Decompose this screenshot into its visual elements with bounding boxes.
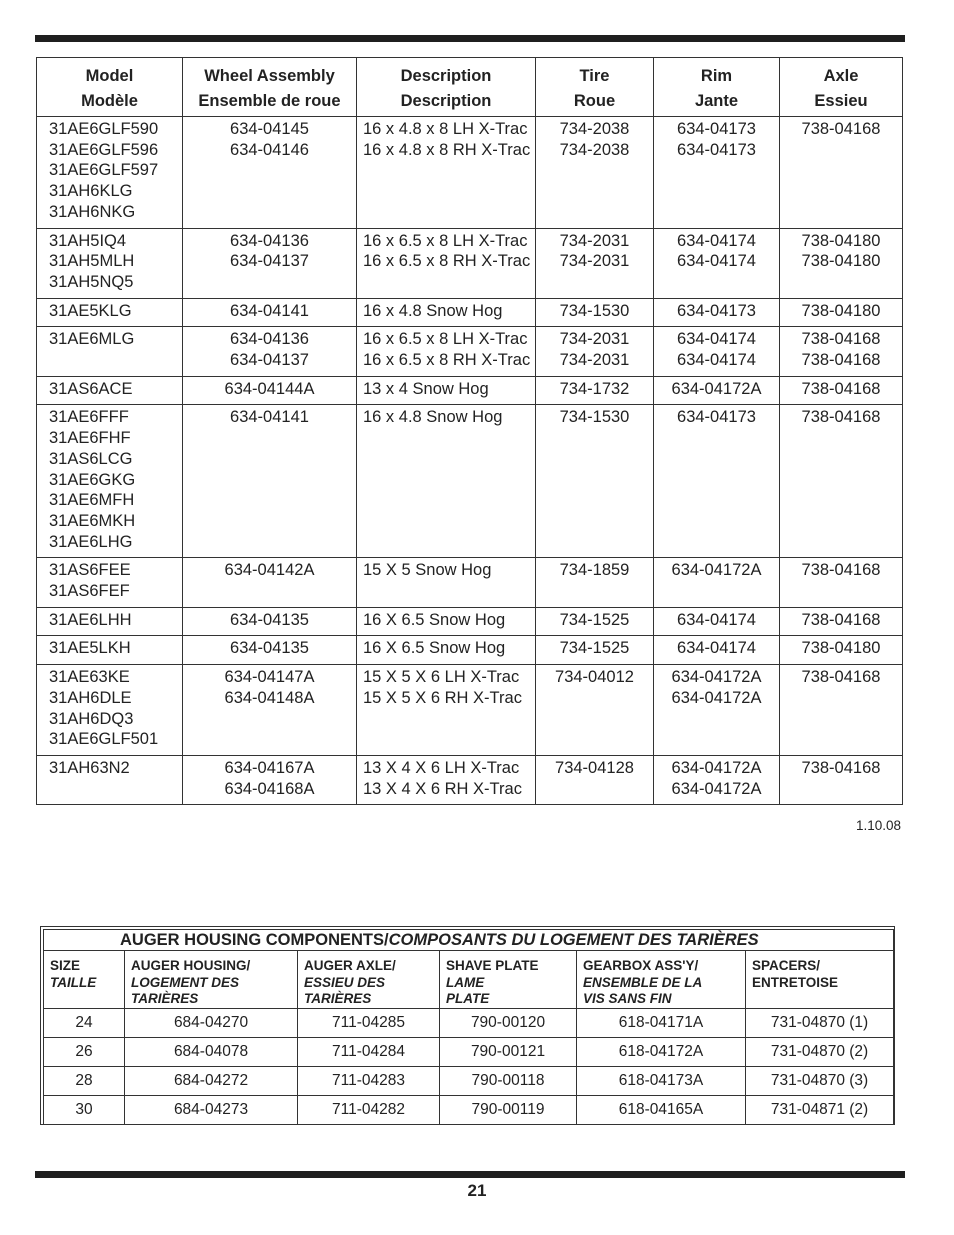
wheel-assembly-cell — [183, 636, 357, 665]
table-row — [37, 665, 903, 756]
tire-cell — [536, 665, 654, 756]
rim-cell-line: 634-04174 — [677, 231, 756, 250]
tire-cell-line: 734-1525 — [559, 610, 630, 629]
spacers-cell: 731-04870 (3) — [746, 1066, 894, 1095]
tire-cell-line: 734-2031 — [559, 351, 630, 370]
gearbox-cell: 618-04171A — [577, 1008, 746, 1037]
axle-cell-line: 738-04168 — [801, 120, 881, 138]
wheel-assembly-cell-line: 634-04147A — [224, 668, 315, 687]
description-cell — [357, 405, 536, 558]
model-cell-line: 31AH6NKG — [49, 202, 136, 221]
wheel-assembly-cell — [183, 298, 357, 327]
header-spacers: SPACERS/ ENTRETOISE — [746, 951, 894, 1009]
model-cell-line: 31AS6LCG — [49, 449, 133, 468]
header-description: Description Description — [357, 58, 536, 117]
table-row — [37, 755, 903, 804]
description-cell — [357, 665, 536, 756]
axle-cell-line: 738-04168 — [801, 379, 881, 398]
wheel-assembly-cell — [183, 665, 357, 756]
wheel-assembly-cell-line: 634-04135 — [230, 610, 309, 629]
auger-axle-cell: 711-04284 — [298, 1037, 440, 1066]
gearbox-cell: 618-04172A — [577, 1037, 746, 1066]
description-cell — [357, 636, 536, 665]
axle-cell — [780, 117, 903, 229]
auger-axle-cell: 711-04283 — [298, 1066, 440, 1095]
table-row — [44, 1095, 894, 1124]
tire-cell-line: 734-1530 — [559, 301, 630, 320]
tire-cell-line: 734-2031 — [559, 231, 630, 250]
wheel-assembly-cell — [183, 558, 357, 607]
description-cell — [357, 376, 536, 405]
rim-cell — [654, 636, 780, 665]
wheel-table-header — [37, 58, 903, 117]
model-cell — [37, 405, 183, 558]
tire-cell-line: 734-2031 — [559, 252, 630, 271]
model-cell — [37, 228, 183, 298]
description-cell-line: 16 x 4.8 Snow Hog — [363, 408, 503, 427]
header-axle: Axle Essieu — [780, 58, 903, 117]
auger-table-title — [44, 930, 894, 951]
shave-plate-cell: 790-00118 — [440, 1066, 577, 1095]
tire-cell — [536, 117, 654, 229]
wheel-assembly-cell-line: 634-04144A — [224, 379, 315, 398]
model-cell-line: 31AE6MKH — [49, 511, 136, 530]
model-cell — [37, 636, 183, 665]
rim-cell-line: 634-04174 — [677, 639, 756, 658]
description-cell-line: 15 X 5 X 6 LH X-Trac — [363, 668, 520, 687]
shave-plate-cell: 790-00121 — [440, 1037, 577, 1066]
table-row — [37, 405, 903, 558]
wheel-assembly-cell-line: 634-04136 — [230, 330, 309, 349]
wheel-assembly-cell-line: 634-04141 — [230, 408, 309, 427]
model-cell — [37, 665, 183, 756]
model-cell-line: 31AE6GLF596 — [49, 140, 159, 159]
model-cell-line: 31AH63N2 — [49, 758, 130, 777]
tire-cell-line: 734-1525 — [559, 639, 630, 658]
description-cell-line: 15 X 5 X 6 RH X-Trac — [363, 688, 522, 707]
tire-cell — [536, 376, 654, 405]
wheel-assembly-cell-line: 634-04168A — [224, 779, 315, 798]
wheel-assembly-cell — [183, 117, 357, 229]
model-cell — [37, 558, 183, 607]
model-cell-line: 31AS6FEF — [49, 582, 130, 601]
description-cell — [357, 607, 536, 636]
rim-cell-line: 634-04173 — [677, 120, 756, 138]
axle-cell-line: 738-04180 — [801, 639, 881, 658]
wheel-assembly-cell-line: 634-04137 — [230, 252, 309, 271]
size-cell: 26 — [44, 1037, 125, 1066]
table-row — [37, 558, 903, 607]
description-cell-line: 13 x 4 Snow Hog — [363, 379, 489, 398]
model-cell-line: 31AH6DLE — [49, 688, 132, 707]
axle-cell-line: 738-04168 — [801, 561, 881, 580]
shave-plate-cell: 790-00120 — [440, 1008, 577, 1037]
rim-cell — [654, 558, 780, 607]
model-cell — [37, 327, 183, 376]
model-cell-line: 31AE6LHH — [49, 610, 132, 629]
auger-housing-cell: 684-04272 — [125, 1066, 298, 1095]
description-cell-line: 16 x 4.8 Snow Hog — [363, 301, 503, 320]
tire-cell — [536, 405, 654, 558]
wheel-assembly-cell-line: 634-04167A — [224, 758, 315, 777]
spacers-cell: 731-04871 (2) — [746, 1095, 894, 1124]
model-cell-line: 31AE6GLF501 — [49, 730, 159, 749]
wheel-table-body — [37, 117, 903, 805]
tire-cell-line: 734-04128 — [555, 758, 634, 777]
description-cell — [357, 228, 536, 298]
header-tire: Tire Roue — [536, 58, 654, 117]
rim-cell — [654, 298, 780, 327]
model-cell-line: 31AH6KLG — [49, 182, 133, 201]
tire-cell — [536, 636, 654, 665]
description-cell-line: 16 x 6.5 x 8 LH X-Trac — [363, 330, 528, 349]
description-cell-line: 15 X 5 Snow Hog — [363, 561, 492, 580]
axle-cell-line: 738-04168 — [801, 758, 881, 777]
header-rim: Rim Jante — [654, 58, 780, 117]
description-cell-line: 16 X 6.5 Snow Hog — [363, 610, 506, 629]
model-cell — [37, 298, 183, 327]
gearbox-cell: 618-04173A — [577, 1066, 746, 1095]
rim-cell-line: 634-04173 — [677, 408, 756, 427]
wheel-assembly-cell-line: 634-04135 — [230, 639, 309, 658]
page-number: 21 — [467, 1181, 487, 1200]
tire-cell-line: 734-1732 — [559, 379, 630, 398]
auger-housing-table — [43, 929, 894, 1125]
model-cell-line: 31AE6FHF — [49, 429, 131, 448]
rim-cell — [654, 405, 780, 558]
tire-cell — [536, 298, 654, 327]
wheel-assembly-cell-line: 634-04142A — [224, 561, 315, 580]
rim-cell-line: 634-04172A — [671, 668, 762, 687]
wheel-assembly-cell-line: 634-04148A — [224, 688, 315, 707]
wheel-assembly-cell — [183, 228, 357, 298]
auger-table-body — [44, 1008, 894, 1124]
axle-cell-line: 738-04168 — [801, 668, 881, 687]
axle-cell-line: 738-04168 — [801, 330, 881, 349]
wheel-assembly-cell — [183, 327, 357, 376]
auger-axle-cell: 711-04282 — [298, 1095, 440, 1124]
axle-cell-line: 738-04168 — [801, 610, 881, 629]
rim-cell-line: 634-04173 — [677, 140, 756, 159]
model-cell-line: 31AE63KE — [49, 668, 130, 687]
tire-cell — [536, 327, 654, 376]
tire-cell-line: 734-2038 — [559, 140, 630, 159]
description-cell-line: 16 x 4.8 x 8 LH X-Trac — [363, 120, 528, 138]
rim-cell-line: 634-04174 — [677, 330, 756, 349]
rim-cell-line: 634-04174 — [677, 351, 756, 370]
shave-plate-cell: 790-00119 — [440, 1095, 577, 1124]
rim-cell-line: 634-04172A — [671, 688, 762, 707]
table-row — [44, 1008, 894, 1037]
auger-housing-cell: 684-04078 — [125, 1037, 298, 1066]
model-cell-line: 31AE5KLG — [49, 301, 132, 320]
tire-cell — [536, 558, 654, 607]
model-cell-line: 31AH5NQ5 — [49, 272, 134, 291]
rim-cell — [654, 665, 780, 756]
header-shave-plate: SHAVE PLATE LAME PLATE — [440, 951, 577, 1009]
wheel-assembly-cell-line: 634-04141 — [230, 301, 309, 320]
table-row — [37, 228, 903, 298]
axle-cell-line: 738-04168 — [801, 351, 881, 370]
rim-cell-line: 634-04172A — [671, 779, 762, 798]
rim-cell-line: 634-04172A — [671, 379, 762, 398]
rim-cell-line: 634-04172A — [671, 561, 762, 580]
spacers-cell: 731-04870 (2) — [746, 1037, 894, 1066]
auger-title-en: AUGER HOUSING COMPONENTS/ — [120, 931, 389, 949]
auger-title-fr: COMPOSANTS DU LOGEMENT DES TARIÈRES — [388, 931, 759, 949]
description-cell — [357, 298, 536, 327]
size-cell: 24 — [44, 1008, 125, 1037]
model-cell-line: 31AE6GKG — [49, 470, 136, 489]
rim-cell — [654, 117, 780, 229]
header-auger-housing: AUGER HOUSING/ LOGEMENT DES TARIÈRES — [125, 951, 298, 1009]
tire-cell-line: 734-1530 — [559, 408, 630, 427]
description-cell-line: 13 X 4 X 6 LH X-Trac — [363, 758, 520, 777]
wheel-assembly-cell-line: 634-04136 — [230, 231, 309, 250]
description-cell-line: 16 x 6.5 x 8 LH X-Trac — [363, 231, 528, 250]
wheel-parts-table — [36, 57, 903, 805]
axle-cell — [780, 228, 903, 298]
description-cell-line: 16 x 6.5 x 8 RH X-Trac — [363, 252, 531, 271]
table-row — [37, 636, 903, 665]
header-gearbox: GEARBOX ASS'Y/ ENSEMBLE DE LA VIS SANS FIN — [577, 951, 746, 1009]
axle-cell — [780, 607, 903, 636]
auger-table-header — [44, 951, 894, 1009]
header-wheel-assembly: Wheel Assembly Ensemble de roue — [183, 58, 357, 117]
model-cell-line: 31AE6GLF597 — [49, 161, 159, 180]
size-cell: 28 — [44, 1066, 125, 1095]
description-cell-line: 13 X 4 X 6 RH X-Trac — [363, 779, 522, 798]
auger-axle-cell: 711-04285 — [298, 1008, 440, 1037]
description-cell — [357, 117, 536, 229]
model-cell-line: 31AH5MLH — [49, 252, 135, 271]
bottom-rule — [35, 1171, 905, 1178]
model-cell-line: 31AE6MFH — [49, 491, 135, 510]
axle-cell-line: 738-04180 — [801, 231, 881, 250]
rim-cell — [654, 376, 780, 405]
model-cell-line: 31AH5IQ4 — [49, 231, 127, 250]
description-cell — [357, 755, 536, 804]
gearbox-cell: 618-04165A — [577, 1095, 746, 1124]
wheel-assembly-cell — [183, 405, 357, 558]
axle-cell — [780, 376, 903, 405]
tire-cell — [536, 607, 654, 636]
axle-cell-line: 738-04180 — [801, 301, 881, 320]
model-cell-line: 31AE5LKH — [49, 639, 131, 658]
rim-cell — [654, 755, 780, 804]
tire-cell-line: 734-2031 — [559, 330, 630, 349]
description-cell-line: 16 x 6.5 x 8 RH X-Trac — [363, 351, 531, 370]
top-rule — [35, 35, 905, 42]
table-row — [44, 1037, 894, 1066]
axle-cell-line: 738-04180 — [801, 252, 881, 271]
revision-date: 1.10.08 — [855, 818, 901, 833]
description-cell — [357, 558, 536, 607]
description-cell-line: 16 X 6.5 Snow Hog — [363, 639, 506, 658]
tire-cell — [536, 228, 654, 298]
header-size: SIZE TAILLE — [44, 951, 125, 1009]
table-row — [37, 607, 903, 636]
wheel-assembly-cell — [183, 607, 357, 636]
model-cell-line: 31AS6ACE — [49, 379, 133, 398]
wheel-assembly-cell-line: 634-04137 — [230, 351, 309, 370]
wheel-assembly-cell — [183, 755, 357, 804]
table-row — [37, 327, 903, 376]
description-cell-line: 16 x 4.8 x 8 RH X-Trac — [363, 140, 531, 159]
wheel-assembly-cell — [183, 376, 357, 405]
wheel-assembly-cell-line: 634-04145 — [230, 120, 309, 138]
tire-cell — [536, 755, 654, 804]
table-row — [37, 298, 903, 327]
axle-cell — [780, 405, 903, 558]
model-cell-line: 31AE6FFF — [49, 408, 129, 427]
axle-cell — [780, 327, 903, 376]
model-cell — [37, 607, 183, 636]
rim-cell — [654, 228, 780, 298]
model-cell-line: 31AH6DQ3 — [49, 709, 134, 728]
auger-housing-cell: 684-04273 — [125, 1095, 298, 1124]
spacers-cell: 731-04870 (1) — [746, 1008, 894, 1037]
axle-cell — [780, 755, 903, 804]
wheel-assembly-cell-line: 634-04146 — [230, 140, 309, 159]
tire-cell-line: 734-04012 — [555, 668, 634, 687]
model-cell — [37, 376, 183, 405]
table-row — [44, 1066, 894, 1095]
rim-cell-line: 634-04174 — [677, 252, 756, 271]
header-model: Model Modèle — [37, 58, 183, 117]
rim-cell — [654, 327, 780, 376]
table-row — [37, 117, 903, 229]
axle-cell — [780, 665, 903, 756]
axle-cell — [780, 558, 903, 607]
axle-cell — [780, 298, 903, 327]
rim-cell-line: 634-04172A — [671, 758, 762, 777]
rim-cell-line: 634-04174 — [677, 610, 756, 629]
auger-housing-cell: 684-04270 — [125, 1008, 298, 1037]
table-row — [37, 376, 903, 405]
axle-cell-line: 738-04168 — [801, 408, 881, 427]
size-cell: 30 — [44, 1095, 125, 1124]
description-cell — [357, 327, 536, 376]
tire-cell-line: 734-1859 — [559, 561, 630, 580]
model-cell-line: 31AE6GLF590 — [49, 120, 159, 138]
model-cell-line: 31AE6MLG — [49, 330, 135, 349]
model-cell — [37, 755, 183, 804]
rim-cell-line: 634-04173 — [677, 301, 756, 320]
model-cell-line: 31AE6LHG — [49, 532, 133, 551]
rim-cell — [654, 607, 780, 636]
model-cell — [37, 117, 183, 229]
axle-cell — [780, 636, 903, 665]
header-auger-axle: AUGER AXLE/ ESSIEU DES TARIÈRES — [298, 951, 440, 1009]
tire-cell-line: 734-2038 — [559, 120, 630, 138]
model-cell-line: 31AS6FEE — [49, 561, 131, 580]
